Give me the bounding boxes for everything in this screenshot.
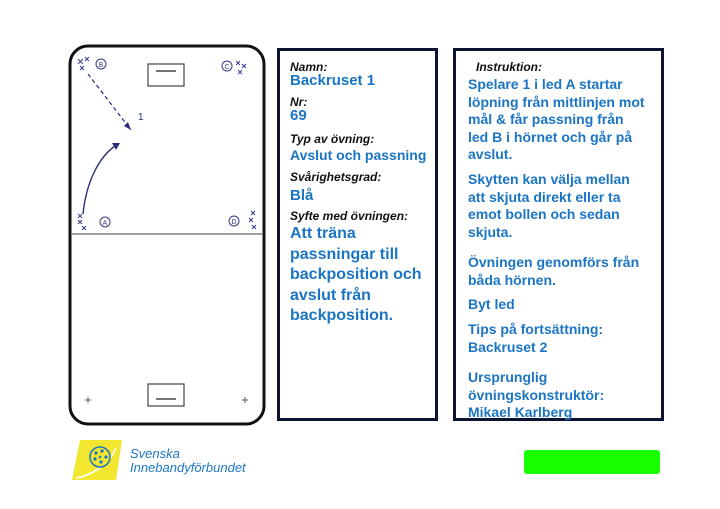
nr-label: Nr:: [290, 95, 308, 109]
pass-line: [88, 74, 131, 130]
faceoff-mark-left: [85, 397, 91, 403]
floorball-logo-icon: [70, 438, 126, 482]
instruction-line: Mikael Karlberg: [468, 404, 573, 421]
type-label: Typ av övning:: [290, 132, 375, 146]
instruction-paragraph-2: [468, 171, 663, 241]
goal-bottom: [148, 384, 184, 406]
type-value: Avslut och passning: [290, 147, 427, 163]
purpose-line: backposition och: [290, 266, 422, 283]
rink-border: [70, 46, 264, 424]
rink-diagram: [68, 44, 266, 426]
purpose-text: [290, 224, 422, 327]
difficulty-value: Blå: [290, 187, 314, 204]
instruction-line: båda hörnen.: [468, 271, 556, 288]
instruction-paragraph-3: [468, 254, 663, 289]
purpose-label: Syfte med övningen:: [290, 209, 409, 223]
faceoff-mark-right: [242, 397, 248, 403]
instruction-line: Byt led: [468, 296, 515, 312]
instruction-line: skjuta.: [468, 223, 513, 240]
instruction-line: avslut.: [468, 146, 513, 163]
marker-a: A: [102, 220, 108, 227]
purpose-line: passningar till: [290, 245, 399, 263]
difficulty-label: Svårighetsgrad:: [290, 170, 382, 184]
instruction-line: Spelare 1 i led A startar: [468, 76, 623, 92]
difficulty-color-indicator: [524, 450, 660, 474]
instruction-title: Instruktion:: [476, 60, 542, 74]
purpose-line: avslut från: [290, 286, 371, 304]
name-value: Backruset 1: [290, 72, 376, 89]
marker-b: B: [98, 62, 104, 69]
purpose-line: Att träna: [290, 225, 356, 242]
instruction-line: led B i hörnet och går på: [468, 128, 633, 145]
logo: [70, 438, 270, 482]
instruction-line: Övningen genomförs från: [468, 254, 640, 270]
instruction-line: löpning från mittlinjen mot: [468, 93, 645, 110]
instruction-paragraph-4: [468, 296, 663, 314]
instruction-line: Backruset 2: [468, 338, 548, 355]
player-1-label: 1: [138, 112, 144, 123]
marker-c: C: [224, 64, 230, 71]
instruction-paragraph-6: [468, 369, 663, 422]
instruction-line: Ursprunglig: [468, 369, 548, 385]
goal-top: [148, 64, 184, 86]
instruction-panel: [453, 48, 664, 421]
logo-text-line2: Innebandyförbundet: [130, 460, 246, 475]
instruction-line: Tips på fortsättning:: [468, 321, 604, 337]
instruction-line: att skjuta direkt eller ta: [468, 188, 621, 205]
pass-arrowhead: [124, 122, 131, 130]
marker-d: D: [231, 219, 237, 226]
instruction-paragraph-1: [468, 76, 663, 164]
instruction-line: emot bollen och sedan: [468, 206, 620, 223]
logo-text-line1: Svenska: [130, 446, 180, 461]
name-label: Namn:: [290, 60, 328, 74]
run-path: [83, 144, 118, 214]
instruction-line: mål & får passning från: [468, 111, 624, 128]
instruction-line: övningskonstruktör:: [468, 386, 605, 403]
instruction-paragraph-5: [468, 321, 663, 356]
purpose-line: backposition.: [290, 307, 394, 324]
nr-value: 69: [290, 107, 307, 124]
instruction-line: Skytten kan välja mellan: [468, 171, 630, 187]
info-panel: [277, 48, 438, 421]
